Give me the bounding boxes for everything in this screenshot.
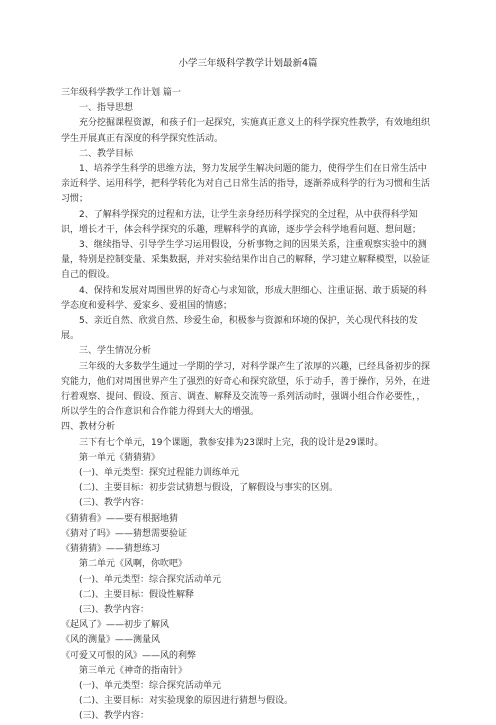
document-title: 小学三年级科学教学计划最新4篇 xyxy=(178,58,318,69)
paragraph: (一)、单元类型：综合探究活动单元 xyxy=(79,680,222,691)
paragraph: (一)、单元类型：综合探究活动单元 xyxy=(79,574,222,585)
paragraph: 《猜对了吗》——猜想需要验证 xyxy=(61,528,188,539)
paragraph: (二)、主要目标：对实验现象的原因进行猜想与假设。 xyxy=(79,696,294,707)
section-heading: 三年级科学教学工作计划 篇一 xyxy=(61,88,181,98)
paragraph: 《风的测量》——测量风 xyxy=(61,635,161,646)
paragraph: 《猜猜猜》——猜想练习 xyxy=(61,544,161,555)
paragraph: 《猜猜看》——要有根据地猜 xyxy=(61,513,179,524)
paragraph: 2、了解科学探究的过程和方法，让学生亲身经历科学探究的全过程，从中获得科学知识，增长才干，体会科学探究的乐趣，理解科学的真谛，逐步学会科学地看问题、想问题； xyxy=(61,209,422,235)
paragraph: 第一单元《猜猜猜》 xyxy=(79,452,161,463)
paragraph: 四、教材分析 xyxy=(61,422,116,433)
paragraph: 4、保持和发展对周围世界的好奇心与求知欲，形成大胆细心、注重证据、敢于质疑的科学态度和爱科学、爱家乡、爱祖国的情感； xyxy=(61,285,427,311)
paragraph: 三、学生情况分析 xyxy=(79,346,152,357)
paragraph: 充分挖掘课程资源，和孩子们一起探究，实施真正意义上的科学探究性教学，有效地组织学生开展真正有深度的科学探究性活动。 xyxy=(61,118,431,144)
paragraph: (二)、主要目标：假设性解释 xyxy=(79,589,195,600)
paragraph: 三年级的大多数学生通过一学期的学习，对科学课产生了浓厚的兴趣，已经具备初步的探究能力，他们对周围世界产生了强烈的好奇心和探究欲望，乐于动手，善于操作，另外，在进行着观察、提问、假设、预言、调查、解释及交流等一系列活动时，强调小组合作必要性，，所以学生的合作意识和合作能力得到大大的增强。 xyxy=(61,361,431,418)
paragraph: 二、教学目标 xyxy=(79,148,134,159)
paragraph: (三)、教学内容： xyxy=(79,711,150,722)
paragraph: 第二单元《风啊，你吹吧》 xyxy=(79,559,188,570)
paragraph: (二)、主要目标：初步尝试猜想与假设，了解假设与事实的区别。 xyxy=(79,483,339,494)
paragraph: 3、继续指导、引导学生学习运用假设，分析事物之间的因果关系，注重观察实验中的测量，特别是控制变量、采集数据，并对实验结果作出自己的解释，学习建立解释模型，以验证自己的假设。 xyxy=(61,240,431,281)
paragraph: (一)、单元类型：探究过程能力训练单元 xyxy=(79,468,240,479)
paragraph: 第三单元《神奇的指南针》 xyxy=(79,665,188,676)
paragraph: 三下有七个单元，19个课题，教参安排为23课时上完，我的设计是29课时。 xyxy=(79,437,384,448)
paragraph: (三)、教学内容： xyxy=(79,604,150,615)
paragraph: 5、亲近自然、欣赏自然、珍爱生命，积极参与资源和环境的保护，关心现代科技的发展。 xyxy=(61,316,418,342)
paragraph: 《可爱又可恨的风》——风的利弊 xyxy=(61,650,197,661)
document-body xyxy=(61,86,434,725)
paragraph-list xyxy=(61,101,434,724)
paragraph: 一、指导思想 xyxy=(79,103,134,114)
paragraph: 1、培养学生科学的思维方法，努力发展学生解决问题的能力，使得学生们在日常生活中亲近科学、运用科学，把科学转化为对自己日常生活的指导，逐渐养成科学的行为习惯和生活习惯； xyxy=(61,164,431,205)
paragraph: (三)、教学内容： xyxy=(79,498,150,509)
paragraph: 《起风了》——初步了解风 xyxy=(61,620,170,631)
